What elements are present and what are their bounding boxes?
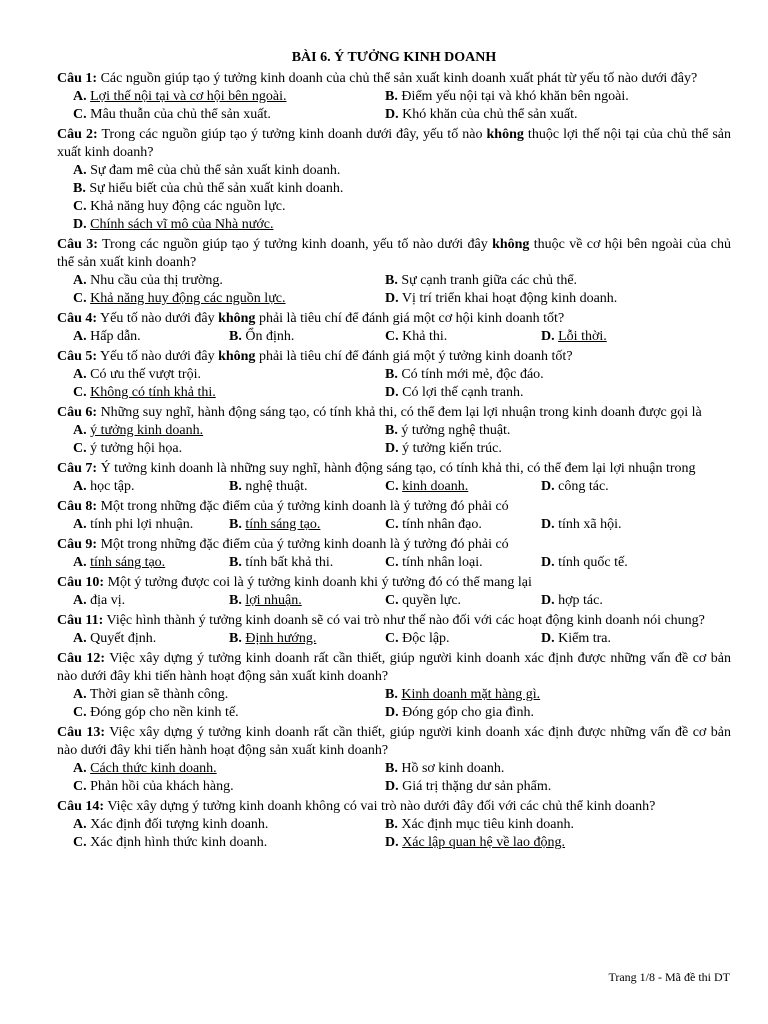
question-1 [57,70,731,124]
option-letter: A. [73,761,87,776]
option-text: Hồ sơ kinh doanh. [401,761,505,776]
option-letter: D. [541,329,555,344]
option-letter: B. [385,89,398,104]
answer-options [57,554,731,572]
question-text: Yếu tố nào dưới đây [100,349,219,364]
option-letter: B. [229,593,242,608]
question-text: Ý tưởng kinh doanh là những suy nghĩ, hành động sáng tạo, có tính khả thi, có thể đem lại lợi nhuận trong [100,461,696,476]
question-text: thuộc lợi thế nội tại của chủ thể sản xuất kinh doanh? [57,127,732,160]
answer-option-c [73,106,385,124]
option-text: Ổn định. [245,329,295,344]
answer-option-b [229,328,385,346]
answer-option-c [73,778,385,796]
answer-option-c [73,384,385,402]
option-text-correct: ý tưởng kinh doanh. [90,423,204,438]
option-text-correct: Xác lập quan hệ về lao động. [402,835,566,850]
question-label: Câu 13: [57,725,106,740]
option-letter: C. [73,705,87,720]
answer-option-a [73,366,385,384]
option-letter: C. [73,291,87,306]
question-label: Câu 10: [57,575,105,590]
answer-option-c [385,592,541,610]
option-letter: B. [229,631,242,646]
option-letter: D. [385,291,399,306]
option-text: Đóng góp cho nền kinh tế. [90,705,239,720]
answer-option-a [73,686,385,704]
option-letter: B. [385,817,398,832]
option-text: tính nhân đạo. [402,517,482,532]
option-letter: D. [541,517,555,532]
option-letter: A. [73,517,87,532]
question-stem [57,574,731,592]
answer-option-c [385,630,541,648]
question-10 [57,574,731,610]
option-letter: B. [385,367,398,382]
answer-option-a [73,272,385,290]
option-text-correct: Kinh doanh mặt hàng gì. [401,687,541,702]
option-text-correct: tính sáng tạo. [90,555,166,570]
option-text: Khả năng huy động các nguồn lực. [90,199,286,214]
option-letter: D. [541,593,555,608]
option-text: Điểm yếu nội tại và khó khăn bên ngoài. [401,89,629,104]
answer-options [57,516,731,534]
question-label: Câu 14: [57,799,105,814]
option-letter: B. [229,479,242,494]
answer-option-d [385,290,697,308]
question-5 [57,348,731,402]
option-text: ý tưởng nghệ thuật. [401,423,511,438]
negation-keyword: không [218,349,256,364]
option-letter: D. [73,217,87,232]
answer-option-c [73,704,385,722]
answer-options [57,630,731,648]
answer-option-c [73,440,385,458]
answer-options [57,592,731,610]
question-stem [57,612,731,630]
option-letter: B. [385,273,398,288]
question-stem [57,798,731,816]
answer-option-b [229,516,385,534]
answer-option-a [73,760,385,778]
option-letter: D. [385,835,399,850]
option-text: ý tưởng hội họa. [90,441,183,456]
answer-option-b [385,272,697,290]
option-text: Mâu thuẫn của chủ thể sản xuất. [90,107,271,122]
question-text: Việc xây dựng ý tưởng kinh doanh rất cần thiết, giúp người kinh doanh xác định được những vấn đề cơ bản nào dưới đây khi tiến hành hoạt động sản xuất kinh doanh? [57,725,731,758]
option-letter: A. [73,817,87,832]
answer-option-c [385,554,541,572]
question-label: Câu 7: [57,461,98,476]
option-text: Khả thi. [402,329,448,344]
option-text: Sự hiểu biết của chủ thể sản xuất kinh doanh. [89,181,344,196]
question-text: Yếu tố nào dưới đây [100,311,219,326]
option-letter: A. [73,329,87,344]
option-letter: C. [385,593,399,608]
question-label: Câu 2: [57,127,98,142]
option-letter: A. [73,479,87,494]
answer-option-b [229,630,385,648]
question-13 [57,724,731,796]
answer-option-a [73,816,385,834]
question-11 [57,612,731,648]
option-text: Có tính mới mẻ, độc đáo. [401,367,544,382]
option-text: Hấp dẫn. [90,329,141,344]
answer-option-b [385,816,697,834]
option-text-correct: Không có tính khả thi. [90,385,216,400]
option-text: Giá trị thặng dư sản phẩm. [402,779,552,794]
option-letter: C. [385,479,399,494]
option-text: tính nhân loại. [402,555,483,570]
question-stem [57,536,731,554]
answer-option-d [541,516,697,534]
option-text-correct: kinh doanh. [402,479,469,494]
answer-option-a [73,592,229,610]
option-text: Quyết định. [90,631,157,646]
option-text: Xác định đối tượng kinh doanh. [90,817,269,832]
option-letter: C. [385,329,399,344]
question-3 [57,236,731,308]
answer-option-d [385,440,697,458]
answer-options [57,422,731,458]
option-letter: C. [73,199,87,214]
answer-option-d [385,834,697,852]
answer-option-a [73,554,229,572]
option-letter: B. [385,423,398,438]
option-text-correct: Khả năng huy động các nguồn lực. [90,291,286,306]
answer-option-b [229,478,385,496]
answer-option-b [229,592,385,610]
option-text: ý tưởng kiến trúc. [402,441,502,456]
option-text: tính quốc tế. [558,555,628,570]
option-text: Nhu cầu của thị trường. [90,273,223,288]
question-text: Những suy nghĩ, hành động sáng tạo, có tính khả thi, có thể đem lại lợi nhuận trong kinh doanh được gọi là [100,405,702,420]
option-letter: A. [73,687,87,702]
option-letter: B. [229,517,242,532]
question-9 [57,536,731,572]
question-stem [57,404,731,422]
question-text: Trong các nguồn giúp tạo ý tưởng kinh doanh, yếu tố nào dưới đây [102,237,493,252]
answer-option-b [385,422,697,440]
answer-options [57,760,731,796]
negation-keyword: không [218,311,256,326]
option-text: nghệ thuật. [245,479,308,494]
answer-options [57,88,731,124]
option-letter: C. [73,385,87,400]
answer-option-a [73,516,229,534]
answer-option-d [541,478,697,496]
question-text: Các nguồn giúp tạo ý tưởng kinh doanh của chủ thể sản xuất kinh doanh xuất phát từ yếu tố nào dưới đây? [100,71,698,86]
question-label: Câu 4: [57,311,98,326]
answer-option-a [73,162,731,180]
option-text: Xác định mục tiêu kinh doanh. [401,817,574,832]
answer-option-a [73,630,229,648]
answer-options [57,272,731,308]
option-letter: B. [385,687,398,702]
option-text: Có lợi thế cạnh tranh. [402,385,524,400]
option-letter: B. [385,761,398,776]
option-text: Sự đam mê của chủ thể sản xuất kinh doanh. [90,163,341,178]
option-letter: C. [73,835,87,850]
answer-options [57,162,731,234]
option-text: học tập. [90,479,135,494]
question-12 [57,650,731,722]
answer-option-a [73,422,385,440]
option-text: Khó khăn của chủ thể sản xuất. [402,107,578,122]
answer-options [57,816,731,852]
option-text: Vị trí triển khai hoạt động kinh doanh. [401,291,618,306]
page-title: BÀI 6. Ý TƯỞNG KINH DOANH [291,50,497,65]
option-text-correct: Lợi thế nội tại và cơ hội bên ngoài. [90,89,287,104]
option-letter: D. [385,441,399,456]
answer-option-a [73,88,385,106]
option-letter: C. [73,779,87,794]
option-text: công tác. [558,479,609,494]
option-text: Xác định hình thức kinh doanh. [90,835,268,850]
question-label: Câu 6: [57,405,98,420]
answer-options [57,366,731,402]
option-text: tính bất khả thi. [245,555,334,570]
question-stem [57,126,731,162]
option-text: tính xã hội. [558,517,622,532]
option-letter: A. [73,555,87,570]
negation-keyword: không [486,127,524,142]
answer-option-c [385,478,541,496]
option-letter: C. [385,631,399,646]
option-text: Có ưu thế vượt trội. [90,367,201,382]
answer-option-d [73,216,731,234]
question-label: Câu 12: [57,651,106,666]
question-stem [57,650,731,686]
option-letter: D. [385,385,399,400]
question-text: Việc hình thành ý tưởng kinh doanh sẽ có vai trò như thế nào đối với các hoạt động kinh doanh nói chung? [106,613,705,628]
answer-options [57,328,731,346]
question-label: Câu 5: [57,349,98,364]
question-label: Câu 3: [57,237,98,252]
question-text: Việc xây dựng ý tưởng kinh doanh rất cần thiết, giúp người kinh doanh xác định được những vấn đề cơ bản nào dưới đây khi tiến hành hoạt động sản xuất kinh doanh? [57,651,731,684]
option-letter: A. [73,593,87,608]
question-text: thuộc về cơ hội bên ngoài của chủ thể sản xuất kinh doanh? [57,237,731,270]
option-letter: D. [385,705,399,720]
option-letter: A. [73,273,87,288]
option-letter: D. [541,555,555,570]
option-text-correct: lợi nhuận. [245,593,302,608]
option-text-correct: Chính sách vĩ mô của Nhà nước. [90,217,274,232]
option-text-correct: tính sáng tạo. [245,517,321,532]
option-text: Phản hồi của khách hàng. [90,779,234,794]
answer-option-a [73,478,229,496]
question-14 [57,798,731,852]
option-text: hợp tác. [558,593,603,608]
answer-option-b [385,88,697,106]
answer-option-d [541,554,697,572]
answer-options [57,478,731,496]
question-stem [57,310,731,328]
question-stem [57,348,731,366]
question-label: Câu 8: [57,499,98,514]
option-text: địa vị. [90,593,126,608]
answer-option-b [385,760,697,778]
question-label: Câu 1: [57,71,98,86]
option-letter: C. [73,107,87,122]
question-text: phải là tiêu chí để đánh giá một cơ hội kinh doanh tốt? [255,311,565,326]
question-text: phải là tiêu chí để đánh giá một ý tưởng kinh doanh tốt? [255,349,573,364]
option-letter: A. [73,631,87,646]
option-text: Độc lập. [402,631,450,646]
option-letter: A. [73,89,87,104]
question-2 [57,126,731,234]
option-letter: D. [541,631,555,646]
answer-option-c [385,328,541,346]
answer-option-d [385,384,697,402]
question-8 [57,498,731,534]
option-text-correct: Cách thức kinh doanh. [90,761,217,776]
option-text: quyền lực. [402,593,462,608]
option-text-correct: Định hướng. [245,631,317,646]
answer-option-d [385,106,697,124]
option-letter: A. [73,423,87,438]
answer-option-d [541,630,697,648]
question-stem [57,460,731,478]
question-text: Việc xây dựng ý tưởng kinh doanh không có vai trò nào dưới đây đối với các chủ thể kinh doanh? [107,799,656,814]
question-list [57,70,731,854]
question-label: Câu 11: [57,613,104,628]
option-letter: B. [229,329,242,344]
option-letter: D. [385,779,399,794]
option-text: tính phi lợi nhuận. [90,517,194,532]
option-letter: C. [385,555,399,570]
option-letter: B. [73,181,86,196]
question-text: Một ý tưởng được coi là ý tưởng kinh doanh khi ý tưởng đó có thể mang lại [107,575,532,590]
option-text: Kiểm tra. [558,631,611,646]
question-6 [57,404,731,458]
option-text-correct: Lỗi thời. [558,329,607,344]
question-stem [57,498,731,516]
option-text: Đóng góp cho gia đình. [402,705,534,720]
option-text: Sự cạnh tranh giữa các chủ thể. [401,273,578,288]
answer-option-b [385,366,697,384]
answer-option-b [73,180,731,198]
option-letter: A. [73,163,87,178]
option-letter: D. [385,107,399,122]
answer-option-d [385,778,697,796]
answer-options [57,686,731,722]
answer-option-c [385,516,541,534]
question-label: Câu 9: [57,537,98,552]
option-letter: A. [73,367,87,382]
question-text: Trong các nguồn giúp tạo ý tưởng kinh doanh dưới đây, yếu tố nào [101,127,487,142]
question-text: Một trong những đặc điểm của ý tưởng kinh doanh là ý tưởng đó phải có [100,499,509,514]
answer-option-a [73,328,229,346]
answer-option-d [541,592,697,610]
answer-option-c [73,290,385,308]
answer-option-b [385,686,697,704]
negation-keyword: không [492,237,530,252]
answer-option-d [385,704,697,722]
option-letter: B. [229,555,242,570]
question-stem [57,70,731,88]
question-stem [57,236,731,272]
option-letter: C. [385,517,399,532]
answer-option-c [73,834,385,852]
option-letter: C. [73,441,87,456]
question-4 [57,310,731,346]
option-letter: D. [541,479,555,494]
question-7 [57,460,731,496]
page-footer: Trang 1/8 - Mã đề thi DT [608,970,730,984]
option-text: Thời gian sẽ thành công. [89,687,229,702]
answer-option-c [73,198,731,216]
question-stem [57,724,731,760]
question-text: Một trong những đặc điểm của ý tưởng kinh doanh là ý tưởng đó phải có [100,537,509,552]
answer-option-b [229,554,385,572]
answer-option-d [541,328,697,346]
